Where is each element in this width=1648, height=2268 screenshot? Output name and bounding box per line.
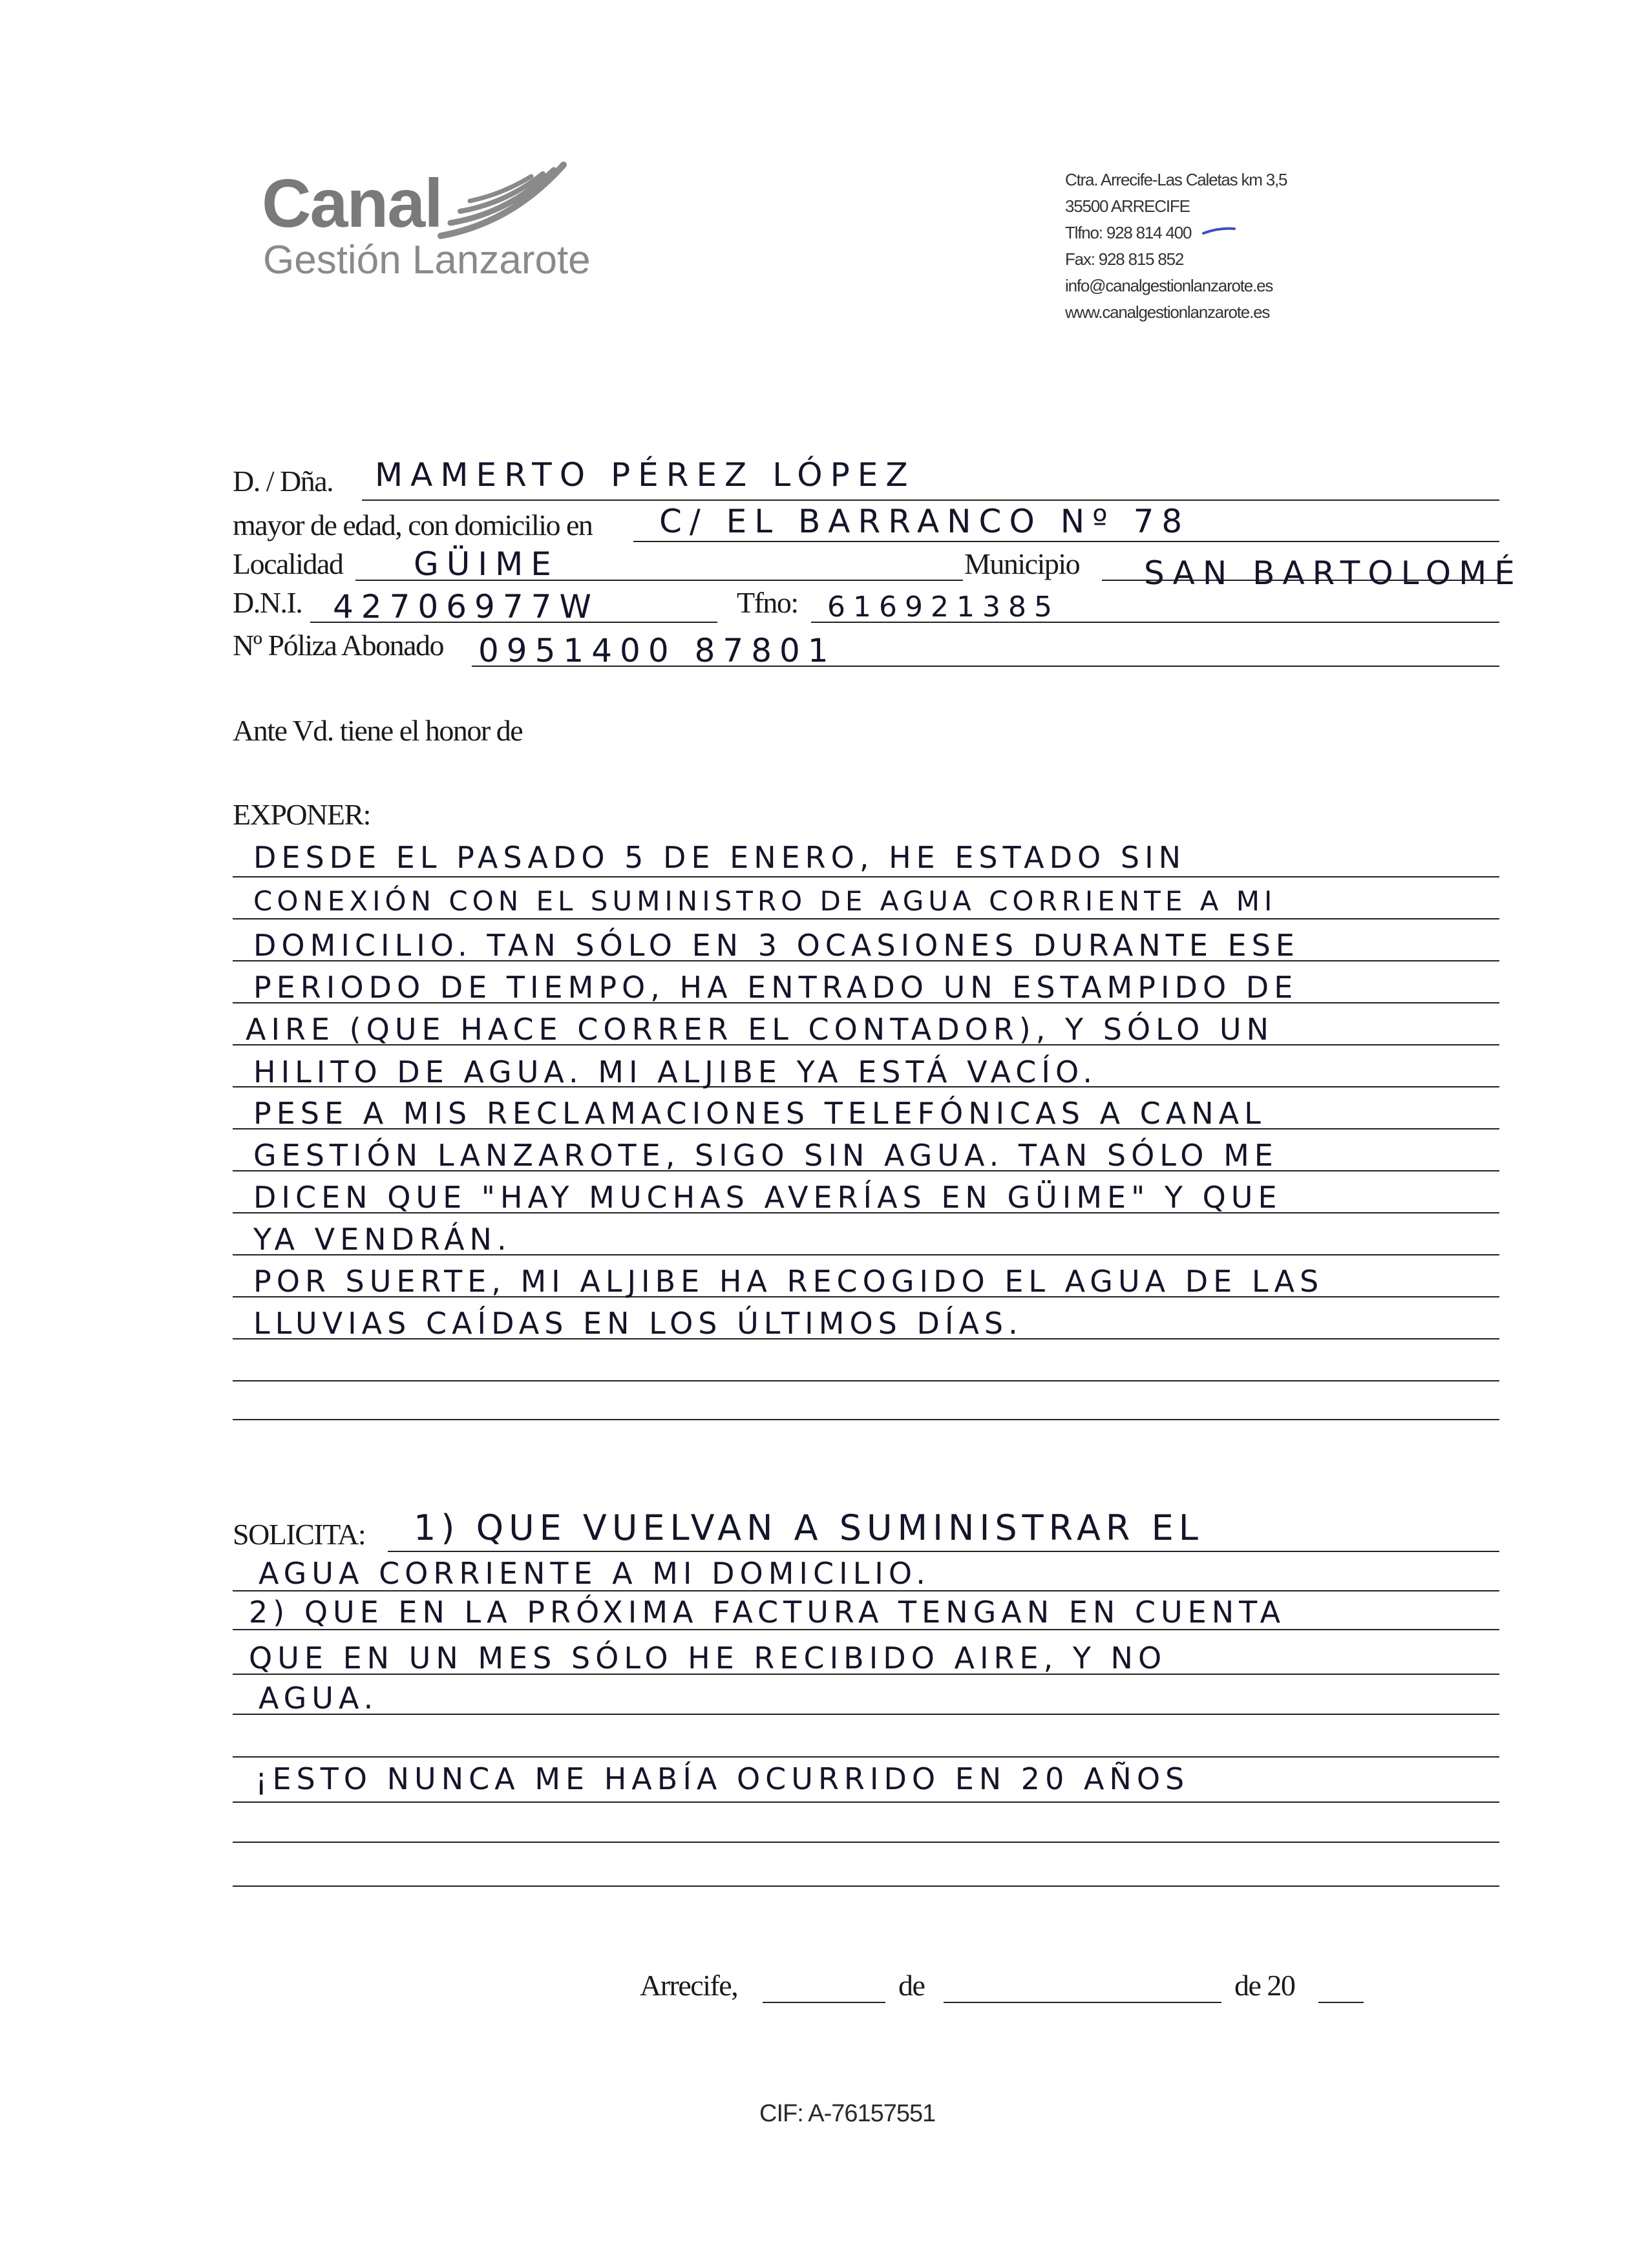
solicita-line: AGUA CORRIENTE A MI DOMICILIO. — [259, 1556, 931, 1591]
phone-label: Tfno: — [737, 586, 798, 619]
exponer-line: AIRE (QUE HACE CORRER EL CONTADOR), Y SÓLO UN — [246, 1012, 1274, 1047]
contact-email: info@canalgestionlanzarote.es — [1065, 276, 1273, 295]
solicita-line: 1) QUE VUELVAN A SUMINISTRAR EL — [414, 1507, 1203, 1548]
month-line — [944, 2002, 1221, 2003]
pen-mark-icon — [1202, 226, 1236, 235]
contact-fax: Fax: 928 815 852 — [1065, 249, 1184, 269]
name-value: MAMERTO PÉREZ LÓPEZ — [375, 456, 916, 494]
address-line — [633, 541, 1499, 542]
solicita-heading: SOLICITA: — [233, 1518, 366, 1551]
place-label: Arrecife, — [640, 1969, 738, 2002]
contact-website: www.canalgestionlanzarote.es — [1065, 302, 1270, 322]
year-line — [1318, 2002, 1364, 2003]
solicita-line: ¡ESTO NUNCA ME HABÍA OCURRIDO EN 20 AÑOS — [255, 1761, 1190, 1796]
exponer-line: LLUVIAS CAÍDAS EN LOS ÚLTIMOS DÍAS. — [253, 1306, 1023, 1341]
solicita-line: AGUA. — [259, 1681, 379, 1716]
locality-value: GÜIME — [414, 545, 559, 583]
wave-logo-icon — [434, 158, 583, 242]
exponer-heading: EXPONER: — [233, 798, 370, 831]
year-label: de 20 — [1234, 1969, 1295, 2002]
contact-address: Ctra. Arrecife-Las Caletas km 3,5 — [1065, 170, 1287, 189]
intro-text: Ante Vd. tiene el honor de — [233, 714, 523, 747]
solicita-line: QUE EN UN MES SÓLO HE RECIBIDO AIRE, Y NO — [249, 1641, 1167, 1675]
address-value: C/ EL BARRANCO Nº 78 — [659, 503, 1190, 540]
phone-value: 616921385 — [827, 591, 1060, 624]
brand-logo-subtitle: Gestión Lanzarote — [263, 238, 591, 282]
exponer-line: CONEXIÓN CON EL SUMINISTRO DE AGUA CORRIENTE A MI — [253, 885, 1277, 917]
contact-city: 35500 ARRECIFE — [1065, 196, 1190, 216]
exponer-line: DESDE EL PASADO 5 DE ENERO, HE ESTADO SIN — [253, 840, 1187, 875]
exponer-line: DICEN QUE "HAY MUCHAS AVERÍAS EN GÜIME" Y QUE — [253, 1180, 1282, 1215]
locality-label: Localidad — [233, 547, 343, 580]
de-label-1: de — [898, 1969, 925, 2002]
exponer-line: DOMICILIO. TAN SÓLO EN 3 OCASIONES DURANTE ESE — [253, 928, 1300, 963]
exponer-line: PESE A MIS RECLAMACIONES TELEFÓNICAS A CANAL — [253, 1096, 1266, 1131]
exponer-line: GESTIÓN LANZAROTE, SIGO SIN AGUA. TAN SÓLO ME — [253, 1138, 1278, 1173]
solicita-line: 2) QUE EN LA PRÓXIMA FACTURA TENGAN EN CUENTA — [249, 1595, 1286, 1630]
exponer-line: HILITO DE AGUA. MI ALJIBE YA ESTÁ VACÍO. — [253, 1055, 1097, 1089]
municipality-label: Municipio — [964, 547, 1080, 580]
dni-value: 42706977W — [333, 588, 599, 625]
name-label: D. / Dña. — [233, 465, 333, 498]
policy-value: 0951400 87801 — [478, 632, 836, 669]
brand-logo-text: Canal — [262, 165, 442, 242]
contact-block — [1065, 167, 1287, 326]
policy-label: Nº Póliza Abonado — [233, 629, 444, 662]
cif-number: CIF: A-76157551 — [759, 2100, 936, 2127]
exponer-line: POR SUERTE, MI ALJIBE HA RECOGIDO EL AGUA DE LAS — [253, 1264, 1324, 1299]
contact-phone: Tlfno: 928 814 400 — [1065, 223, 1192, 242]
exponer-line: YA VENDRÁN. — [253, 1222, 512, 1257]
exponer-line: PERIODO DE TIEMPO, HA ENTRADO UN ESTAMPIDO DE — [253, 970, 1298, 1005]
address-label: mayor de edad, con domicilio en — [233, 509, 593, 541]
dni-label: D.N.I. — [233, 586, 302, 619]
name-line — [362, 499, 1499, 501]
municipality-value: SAN BARTOLOMÉ — [1144, 554, 1523, 592]
day-line — [763, 2002, 885, 2003]
